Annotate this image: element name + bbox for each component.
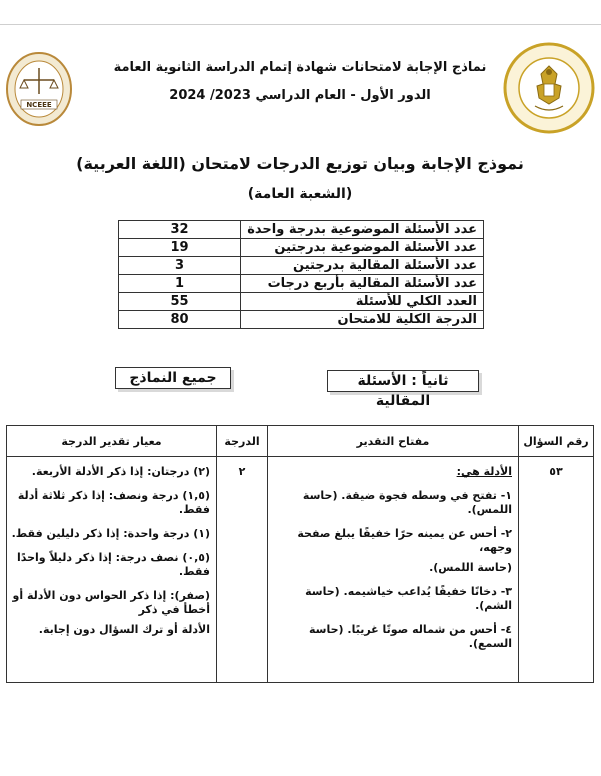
- criteria-line: (١,٥) درجة ونصف: إذا ذكر ثلاثة أدلة فقط.: [17, 489, 210, 516]
- summary-row: [119, 257, 484, 275]
- summary-row: [119, 275, 484, 293]
- models-label-box: جميع النماذج: [115, 367, 231, 389]
- ncee-logo-text: NCEEE: [26, 101, 52, 109]
- answer-grid: [6, 425, 594, 683]
- summary-label: العدد الكلي للأسئلة: [241, 293, 484, 311]
- page-title: نموذج الإجابة وبيان توزيع الدرجات لامتحان (اللغة العربية): [76, 154, 524, 173]
- question-number: ٥٣: [519, 457, 594, 683]
- section-heading-box: ثانياً : الأسئلة المقالية: [327, 370, 479, 392]
- top-rule: [0, 24, 601, 25]
- summary-value: 80: [119, 311, 241, 329]
- summary-row: [119, 221, 484, 239]
- summary-value: 19: [119, 239, 241, 257]
- summary-value: 1: [119, 275, 241, 293]
- header-grade: الدرجة: [217, 426, 268, 457]
- summary-row: [119, 311, 484, 329]
- criteria-line: (٢) درجتان: إذا ذكر الأدلة الأربعة.: [31, 465, 210, 478]
- criteria-line: (٠,٥) نصف درجة: إذا ذكر دليلاً واحدًا فقط.: [16, 551, 210, 578]
- answer-key-cell: [268, 457, 519, 683]
- summary-row: [119, 239, 484, 257]
- summary-value: 3: [119, 257, 241, 275]
- summary-table: [118, 220, 484, 329]
- header-answer-key: مفتاح التقدير: [268, 426, 519, 457]
- header-line-1: نماذج الإجابة لامتحانات شهادة إتمام الدراسة الثانوية العامة: [113, 60, 487, 75]
- criteria-line: الأدلة أو ترك السؤال دون إجابة.: [38, 623, 210, 636]
- summary-row: [119, 293, 484, 311]
- header-line-2: الدور الأول - العام الدراسي 2023/ 2024: [169, 88, 431, 103]
- answer-key-line: ٤- أحس من شماله صوتًا غريبًا. (حاسة السمع).: [309, 623, 512, 650]
- summary-label: عدد الأسئلة الموضوعية بدرجة واحدة: [241, 221, 484, 239]
- ncee-logo: [4, 50, 74, 128]
- summary-label: عدد الأسئلة الموضوعية بدرجتين: [241, 239, 484, 257]
- summary-label: عدد الأسئلة المقالية بأربع درجات: [241, 275, 484, 293]
- summary-value: 55: [119, 293, 241, 311]
- header-question-number: رقم السؤال: [519, 426, 594, 457]
- criteria-line: (صفر): إذا ذكر الحواس دون الأدلة أو أخطأ في ذكر: [12, 589, 210, 616]
- criteria-line: (١) درجة واحدة: إذا ذكر دليلين فقط.: [11, 527, 210, 540]
- answer-key-line: ٣- دخانًا خفيفًا يُداعب خياشيمه. (حاسة الشم).: [305, 585, 512, 612]
- criteria-cell: [7, 457, 217, 683]
- answer-key-line: ٢- أحس عن يمينه حرًا خفيفًا يبلغ صفحة وجهه،: [297, 527, 512, 554]
- summary-label: عدد الأسئلة المقالية بدرجتين: [241, 257, 484, 275]
- summary-label: الدرجة الكلية للامتحان: [241, 311, 484, 329]
- grid-header-row: [7, 426, 594, 457]
- grade-cell: ٢: [217, 457, 268, 683]
- page-subtitle: (الشعبة العامة): [247, 186, 353, 202]
- summary-value: 32: [119, 221, 241, 239]
- header-criteria: معيار تقدير الدرجة: [7, 426, 217, 457]
- answer-key-line: ١- تفتح في وسطه فجوة ضيقة. (حاسة اللمس).: [302, 489, 512, 516]
- answer-key-line: (حاسة اللمس).: [429, 561, 512, 574]
- ministry-logo: [503, 40, 595, 136]
- grid-row: [7, 457, 594, 683]
- answer-key-title: الأدلة هي:: [456, 465, 512, 478]
